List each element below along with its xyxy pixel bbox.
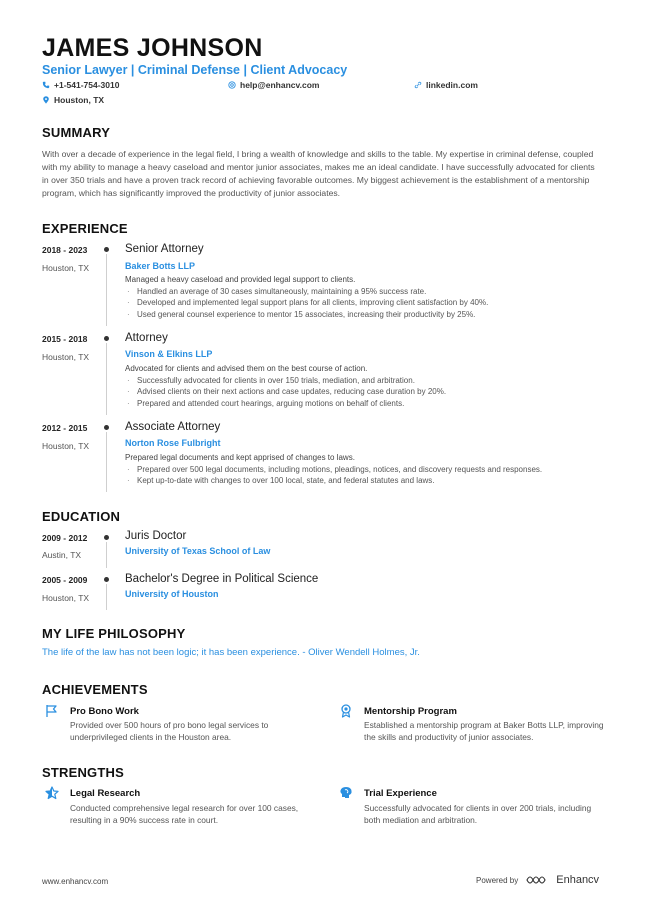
experience-description: Advocated for clients and advised them on the best course of action. — [125, 364, 368, 373]
strength-title: Legal Research — [70, 788, 141, 799]
list-item: · Kept up-to-date with changes to over 100 local, state, and federal statutes and laws. — [125, 475, 542, 486]
link-icon — [414, 81, 422, 89]
list-item: · Successfully advocated for clients in over 150 trials, mediation, and arbitration. — [125, 375, 446, 386]
location-pin-icon — [42, 96, 50, 104]
award-icon — [339, 704, 353, 718]
experience-dates: 2012 - 2015 — [42, 423, 88, 433]
brand-name: Enhancv — [556, 874, 600, 886]
timeline-dot — [104, 577, 109, 582]
education-degree: Bachelor's Degree in Political Science — [125, 573, 319, 585]
linkedin-text: linkedin.com — [426, 80, 478, 90]
experience-role: Attorney — [125, 332, 168, 344]
philosophy-quote: The life of the law has not been logic; it has been experience. - Oliver Wendell Holmes, Jr. — [42, 647, 420, 658]
achievement-title: Pro Bono Work — [70, 706, 139, 717]
brain-icon — [339, 786, 353, 800]
candidate-name: JAMES JOHNSON — [42, 34, 263, 62]
location-text: Houston, TX — [54, 95, 105, 105]
experience-bullets — [125, 286, 488, 320]
experience-role: Associate Attorney — [125, 421, 221, 433]
education-school: University of Houston — [125, 589, 219, 599]
list-item: · Prepared and attended court hearings, arguing motions on behalf of clients. — [125, 398, 446, 409]
experience-dates: 2018 - 2023 — [42, 245, 88, 255]
experience-company: Vinson & Elkins LLP — [125, 349, 213, 359]
experience-dates: 2015 - 2018 — [42, 334, 88, 344]
experience-company: Norton Rose Fulbright — [125, 438, 221, 448]
strengths-heading: STRENGTHS — [42, 765, 124, 780]
summary-text: With over a decade of experience in the legal field, I bring a wealth of knowledge and skills to the table. My expertise in criminal defense, coupled with my ability to manage a heavy caseload and mentor junior associates, makes me an ideal candidate. I have successfully advocated for clients in over 350 trials and have a proven track record of achieving favorable outcomes. My biggest achievement is the establishment of a mentorship program, which has significantly improved the productivity of junior associates. — [42, 149, 595, 198]
summary-heading: SUMMARY — [42, 125, 111, 140]
education-school: University of Texas School of Law — [125, 546, 271, 556]
achievement-text: Provided over 500 hours of pro bono legal services to underprivileged clients in the Houston area. — [70, 720, 269, 742]
contact-location — [42, 95, 104, 105]
timeline-line — [106, 343, 107, 415]
philosophy-heading: MY LIFE PHILOSOPHY — [42, 626, 186, 641]
email-text: help@enhancv.com — [240, 80, 320, 90]
candidate-title: Senior Lawyer | Criminal Defense | Client Advocacy — [42, 63, 348, 77]
education-dates: 2005 - 2009 — [42, 575, 88, 585]
experience-bullets — [125, 375, 446, 409]
experience-description: Prepared legal documents and kept apprised of changes to laws. — [125, 453, 355, 462]
timeline-dot — [104, 336, 109, 341]
education-degree: Juris Doctor — [125, 530, 187, 542]
education-location: Austin, TX — [42, 550, 82, 560]
experience-role: Senior Attorney — [125, 243, 204, 255]
achievement-text: Established a mentorship program at Baker Botts LLP, improving the skills and productivity of junior associates. — [364, 720, 604, 742]
achievement-title: Mentorship Program — [364, 706, 457, 717]
timeline-line — [106, 432, 107, 492]
phone-text: +1-541-754-3010 — [54, 80, 120, 90]
experience-location: Houston, TX — [42, 441, 90, 451]
contact-email — [228, 80, 319, 90]
strength-text: Successfully advocated for clients in over 200 trials, including both mediation and arbitration. — [364, 803, 592, 825]
footer-website[interactable]: www.enhancv.com — [42, 877, 109, 886]
list-item: · Handled an average of 30 cases simultaneously, maintaining a 95% success rate. — [125, 286, 488, 297]
timeline-dot — [104, 247, 109, 252]
list-item: · Prepared over 500 legal documents, including motions, pleadings, notices, and discovery requests and responses. — [125, 464, 542, 475]
list-item: · Advised clients on their next actions and case updates, reducing case duration by 20%. — [125, 386, 446, 397]
timeline-dot — [104, 535, 109, 540]
experience-bullets — [125, 464, 542, 487]
at-icon — [228, 81, 236, 89]
flag-icon — [45, 704, 59, 718]
timeline-line — [106, 584, 107, 610]
timeline-line — [106, 254, 107, 326]
education-location: Houston, TX — [42, 593, 90, 603]
star-icon — [45, 786, 59, 800]
phone-icon — [42, 81, 50, 89]
education-dates: 2009 - 2012 — [42, 533, 88, 543]
list-item: · Developed and implemented legal support plans for all clients, improving client satisfaction by 40%. — [125, 297, 488, 308]
experience-location: Houston, TX — [42, 352, 90, 362]
list-item: · Used general counsel experience to mentor 15 associates, increasing their productivity by 25%. — [125, 309, 488, 320]
education-heading: EDUCATION — [42, 509, 121, 524]
timeline-line — [106, 542, 107, 568]
achievements-heading: ACHIEVEMENTS — [42, 682, 148, 697]
enhancv-logo-icon — [526, 874, 548, 886]
experience-location: Houston, TX — [42, 263, 90, 273]
experience-heading: EXPERIENCE — [42, 221, 128, 236]
contact-phone — [42, 80, 119, 90]
strength-text: Conducted comprehensive legal research for over 100 cases, resulting in a 90% success rate in court. — [70, 803, 299, 825]
contact-linkedin — [414, 80, 478, 90]
powered-by-label: Powered by — [476, 875, 519, 885]
timeline-dot — [104, 425, 109, 430]
experience-description: Managed a heavy caseload and provided legal support to clients. — [125, 275, 356, 284]
experience-company: Baker Botts LLP — [125, 261, 196, 271]
footer-powered-by — [476, 874, 599, 886]
strength-title: Trial Experience — [364, 788, 437, 799]
